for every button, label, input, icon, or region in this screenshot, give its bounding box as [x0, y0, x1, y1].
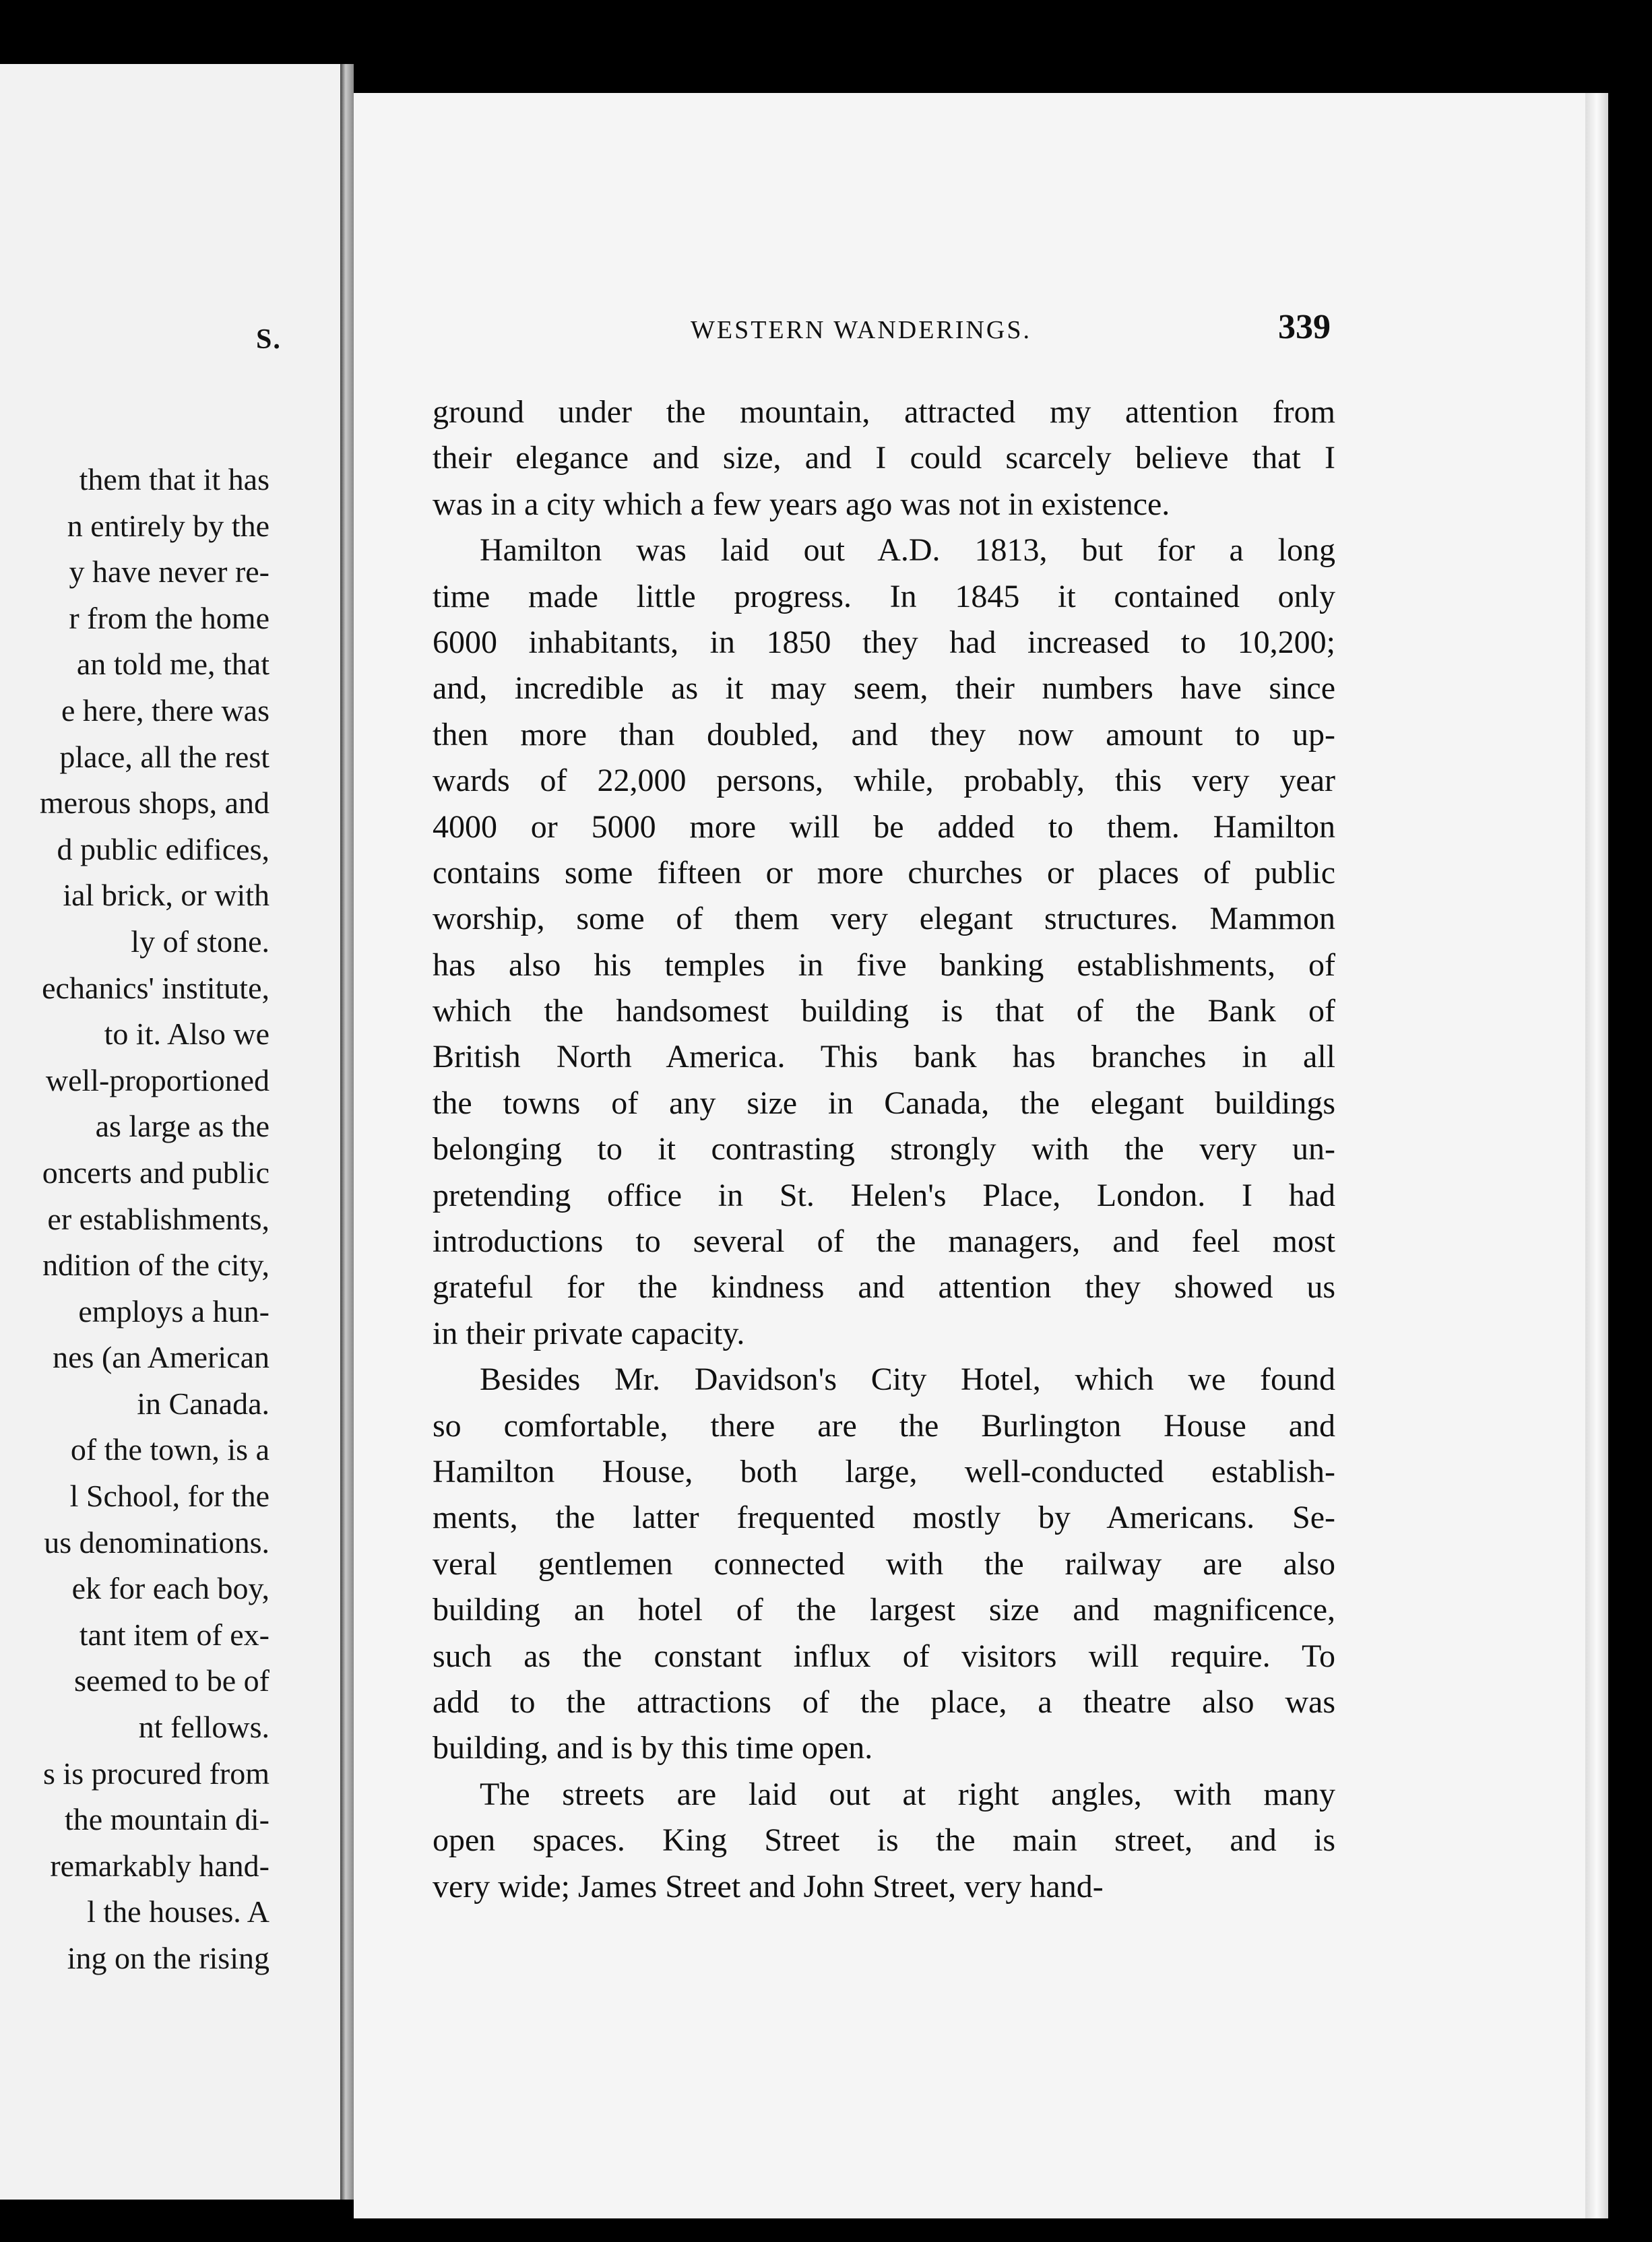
text-line: wards of 22,000 persons, while, probably, this very year [433, 763, 1335, 799]
previous-page-line: oncerts and public [42, 1155, 269, 1190]
text-line: was in a city which a few years ago was not in existence. [433, 486, 1170, 522]
text-line: time made little progress. In 1845 it contained only [433, 578, 1335, 614]
text-line: open spaces. King Street is the main street, and is [433, 1822, 1335, 1859]
text-line: grateful for the kindness and attention they showed us [433, 1269, 1335, 1306]
previous-page-line: l School, for the [69, 1479, 269, 1514]
text-line: add to the attractions of the place, a theatre also was [433, 1684, 1335, 1720]
page-number: 339 [1278, 308, 1331, 346]
previous-page-line: e here, there was [61, 693, 269, 728]
text-line: British North America. This bank has branches in all [433, 1039, 1335, 1075]
page-body-text [433, 389, 1335, 1910]
text-line: Hamilton was laid out A.D. 1813, but for a long [480, 532, 1335, 569]
text-line: has also his temples in five banking establishments, of [433, 947, 1335, 983]
previous-page-line: echanics' institute, [42, 970, 269, 1005]
text-line: belonging to it contrasting strongly with the very un- [433, 1131, 1335, 1167]
text-line: introductions to several of the managers, and feel most [433, 1223, 1335, 1260]
previous-page-line: r from the home [69, 600, 269, 635]
page-edge [1585, 93, 1608, 2218]
text-line: their elegance and size, and I could scarcely believe that I [433, 440, 1335, 476]
text-line: The streets are laid out at right angles, with many [480, 1776, 1335, 1812]
text-line: ground under the mountain, attracted my attention from [433, 394, 1335, 430]
previous-page-line: us denominations. [44, 1525, 269, 1560]
text-line: in their private capacity. [433, 1315, 745, 1351]
paragraph [433, 1357, 1335, 1772]
text-line: such as the constant influx of visitors will require. To [433, 1638, 1335, 1674]
previous-page [0, 64, 340, 2200]
paragraph [433, 389, 1335, 527]
paragraph [433, 1772, 1335, 1910]
previous-page-line: of the town, is a [70, 1432, 269, 1467]
previous-page-line: l the houses. A [87, 1894, 269, 1929]
previous-page-line: n entirely by the [67, 508, 269, 543]
previous-page-line: ial brick, or with [63, 878, 269, 913]
text-line: pretending office in St. Helen's Place, London. I had [433, 1177, 1335, 1213]
text-line: worship, some of them very elegant structures. Mammon [433, 901, 1335, 937]
previous-page-line: in Canada. [137, 1386, 269, 1421]
previous-page-line: y have never re- [69, 554, 269, 589]
text-line: 4000 or 5000 more will be added to them. Hamilton [433, 808, 1335, 845]
previous-page-line: employs a hun- [78, 1293, 269, 1328]
book-gutter [340, 64, 354, 2200]
text-line: which the handsomest building is that of the Bank of [433, 993, 1335, 1029]
previous-page-line: er establishments, [47, 1201, 269, 1236]
paragraph [433, 527, 1335, 1357]
text-line: ments, the latter frequented mostly by Americans. Se- [433, 1500, 1335, 1536]
previous-page-text [0, 457, 269, 1982]
text-line: Besides Mr. Davidson's City Hotel, which we found [480, 1362, 1335, 1398]
previous-page-line: the mountain di- [64, 1802, 269, 1837]
previous-page-line: as large as the [95, 1109, 269, 1144]
text-line: contains some fifteen or more churches or places of public [433, 854, 1335, 891]
text-line: building, and is by this time open. [433, 1730, 873, 1766]
previous-page-running-head: S. [256, 324, 282, 355]
text-line: so comfortable, there are the Burlington House and [433, 1407, 1335, 1444]
previous-page-line: ndition of the city, [42, 1248, 269, 1283]
previous-page-line: tant item of ex- [79, 1617, 269, 1652]
previous-page-line: d public edifices, [57, 831, 269, 866]
current-page [354, 93, 1608, 2218]
previous-page-line: ing on the rising [67, 1941, 269, 1975]
previous-page-line: nes (an American [53, 1340, 269, 1375]
text-line: very wide; James Street and John Street, very hand- [433, 1868, 1104, 1904]
previous-page-line: merous shops, and [39, 786, 269, 821]
previous-page-line: an told me, that [76, 647, 269, 682]
text-line: 6000 inhabitants, in 1850 they had increased to 10,200; [433, 624, 1335, 660]
text-line: the towns of any size in Canada, the elegant buildings [433, 1085, 1335, 1121]
previous-page-line: them that it has [79, 462, 269, 497]
previous-page-line: to it. Also we [104, 1017, 269, 1052]
previous-page-line: remarkably hand- [50, 1848, 269, 1883]
previous-page-line: s is procured from [43, 1756, 269, 1791]
text-line: building an hotel of the largest size and magnificence, [433, 1592, 1335, 1628]
text-line: veral gentlemen connected with the railway are also [433, 1545, 1335, 1582]
running-head: WESTERN WANDERINGS. [691, 316, 1031, 344]
text-line: Hamilton House, both large, well-conducted establish- [433, 1453, 1335, 1490]
text-line: and, incredible as it may seem, their numbers have since [433, 670, 1335, 707]
previous-page-line: ek for each boy, [71, 1571, 269, 1606]
previous-page-line: nt fellows. [138, 1710, 269, 1745]
previous-page-line: ly of stone. [131, 924, 269, 959]
previous-page-line: well-proportioned [45, 1062, 269, 1097]
text-line: then more than doubled, and they now amount to up- [433, 716, 1335, 752]
previous-page-line: seemed to be of [74, 1663, 269, 1698]
previous-page-line: place, all the rest [59, 739, 269, 774]
